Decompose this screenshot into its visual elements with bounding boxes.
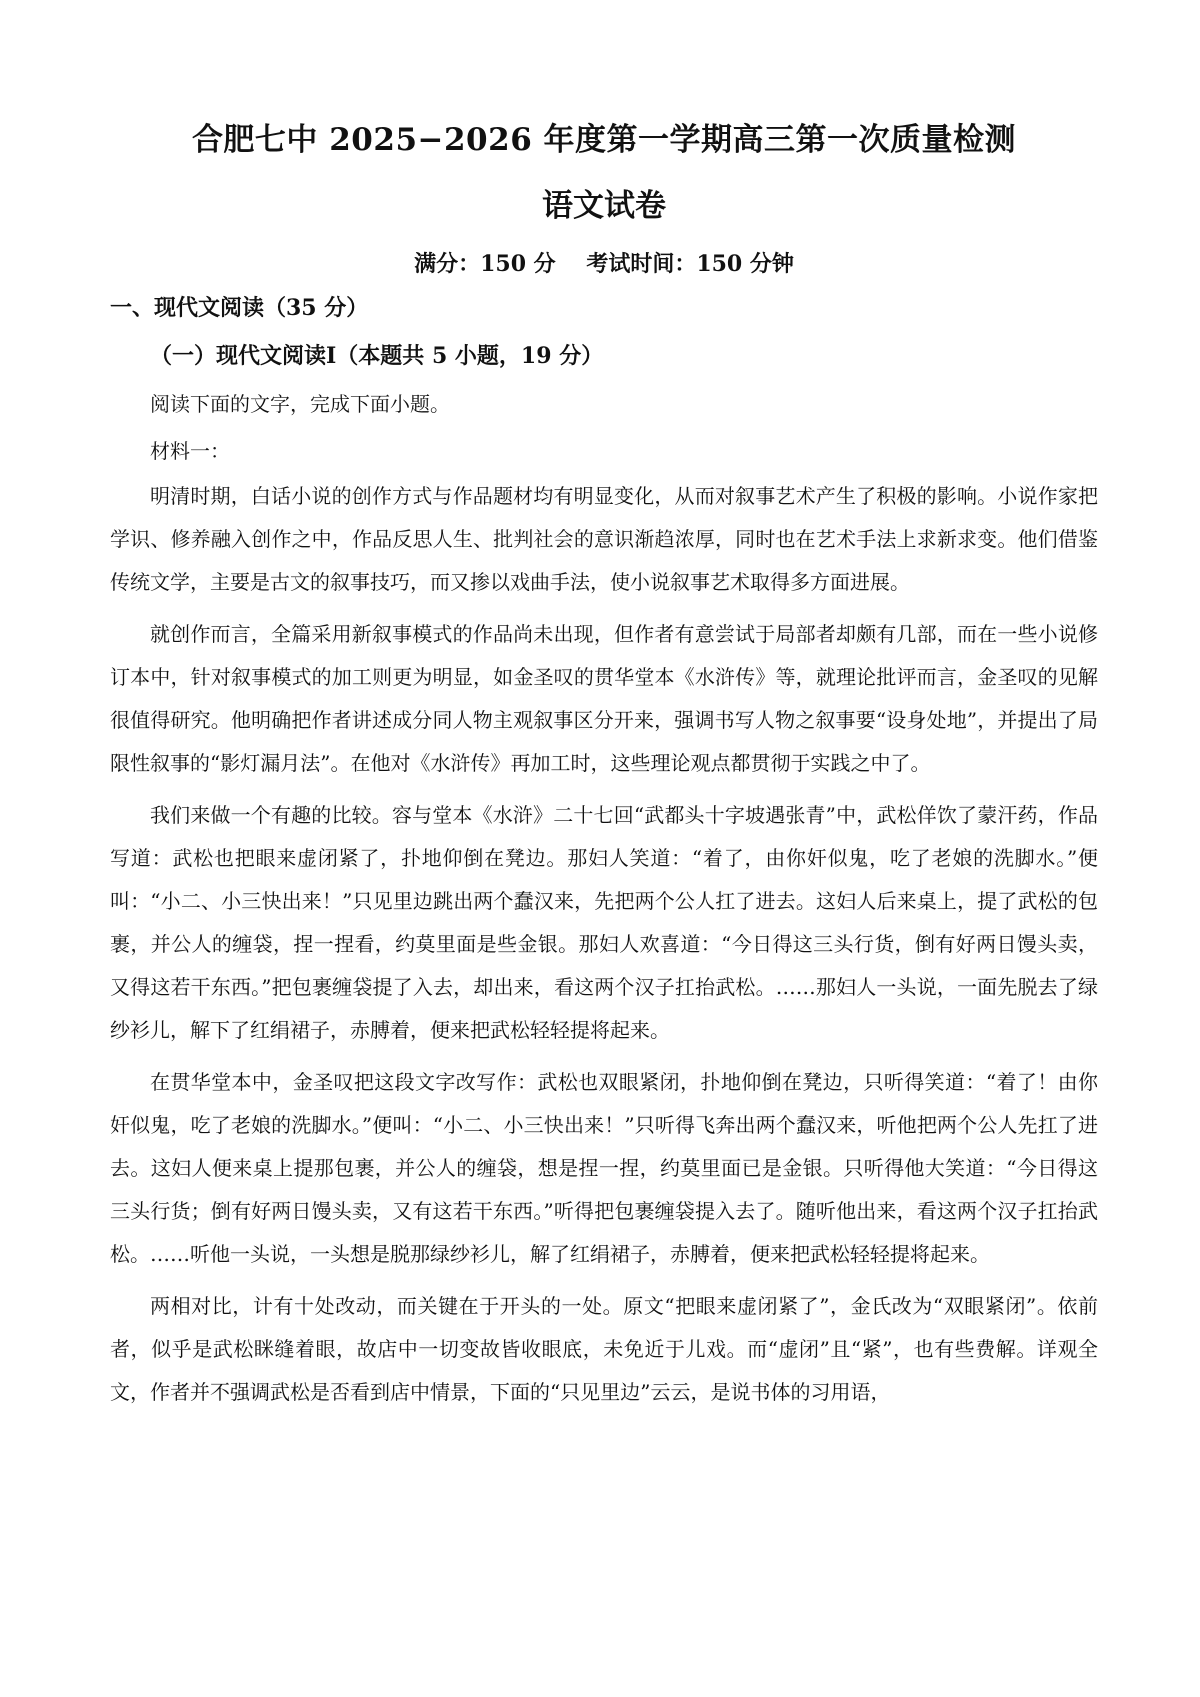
body-paragraph-2: 就创作而言，全篇采用新叙事模式的作品尚未出现，但作者有意尝试于局部者却颇有几部，而在一些小说修订本中，针对叙事模式的加工则更为明显，如金圣叹的贯华堂本《水浒传》等，就理论批评而言，金圣叹的见解很值得研究。他明确把作者讲述成分同人物主观叙事区分开来，强调书写人物之叙事要“设身处地”，并提出了局限性叙事的“影灯漏月法”。在他对《水浒传》再加工时，这些理论观点都贯彻于实践之中了。: [110, 622, 1098, 775]
material-label: 材料一：: [150, 439, 230, 463]
exam-subject: 语文试卷: [542, 188, 666, 224]
body-paragraph-1: 明清时期，白话小说的创作方式与作品题材均有明显变化，从而对叙事艺术产生了积极的影响。小说作家把学识、修养融入创作之中，作品反思人生、批判社会的意识渐趋浓厚，同时也在艺术手法上求新求变。他们借鉴传统文学，主要是古文的叙事技巧，而又掺以戏曲手法，使小说叙事艺术取得多方面进展。: [110, 484, 1098, 594]
subsection-heading: （一）现代文阅读Ⅰ（本题共 5 小题，19 分）: [150, 343, 604, 369]
exam-page: [110, 118, 1098, 1414]
body-paragraph-3: 我们来做一个有趣的比较。容与堂本《水浒》二十七回“武都头十字坡遇张青”中，武松佯饮了蒙汗药，作品写道：武松也把眼来虚闭紧了，扑地仰倒在凳边。那妇人笑道：“着了，由你奸似鬼，吃了老娘的洗脚水。”便叫：“小二、小三快出来！”只见里边跳出两个蠢汉来，先把两个公人扛了进去。这妇人后来桌上，提了武松的包裹，并公人的缠袋，捏一捏看，约莫里面是些金银。那妇人欢喜道：“今日得这三头行货，倒有好两日馒头卖，又得这若干东西。”把包裹缠袋提了入去，却出来，看这两个汉子扛抬武松。……那妇人一头说，一面先脱去了绿纱衫儿，解下了红绢裙子，赤膊着，便来把武松轻轻提将起来。: [110, 803, 1098, 1042]
body-paragraph-5: 两相对比，计有十处改动，而关键在于开头的一处。原文“把眼来虚闭紧了”，金氏改为“双眼紧闭”。依前者，似乎是武松眯缝着眼，故店中一切变故皆收眼底，未免近于儿戏。而“虚闭”且“紧”，也有些费解。详观全文，作者并不强调武松是否看到店中情景，下面的“只见里边”云云，是说书体的习用语，: [110, 1294, 1098, 1404]
body-paragraph-4: 在贯华堂本中，金圣叹把这段文字改写作：武松也双眼紧闭，扑地仰倒在凳边，只听得笑道：“着了！由你奸似鬼，吃了老娘的洗脚水。”便叫：“小二、小三快出来！”只听得飞奔出两个蠢汉来，听他把两个公人先扛了进去。这妇人便来桌上提那包裹，并公人的缠袋，想是捏一捏，约莫里面已是金银。只听得他大笑道：“今日得这三头行货；倒有好两日馒头卖，又有这若干东西。”听得把包裹缠袋提入去了。随听他出来，看这两个汉子扛抬武松。……听他一头说，一头想是脱那绿纱衫儿，解了红绢裙子，赤膊着，便来把武松轻轻提将起来。: [110, 1070, 1098, 1266]
exam-meta: 满分：150 分 考试时间：150 分钟: [414, 251, 794, 277]
section-heading: 一、现代文阅读（35 分）: [110, 295, 369, 321]
exam-title: 合肥七中 2025−2026 年度第一学期高三第一次质量检测: [191, 122, 1017, 158]
reading-instruction: 阅读下面的文字，完成下面小题。: [150, 392, 450, 416]
